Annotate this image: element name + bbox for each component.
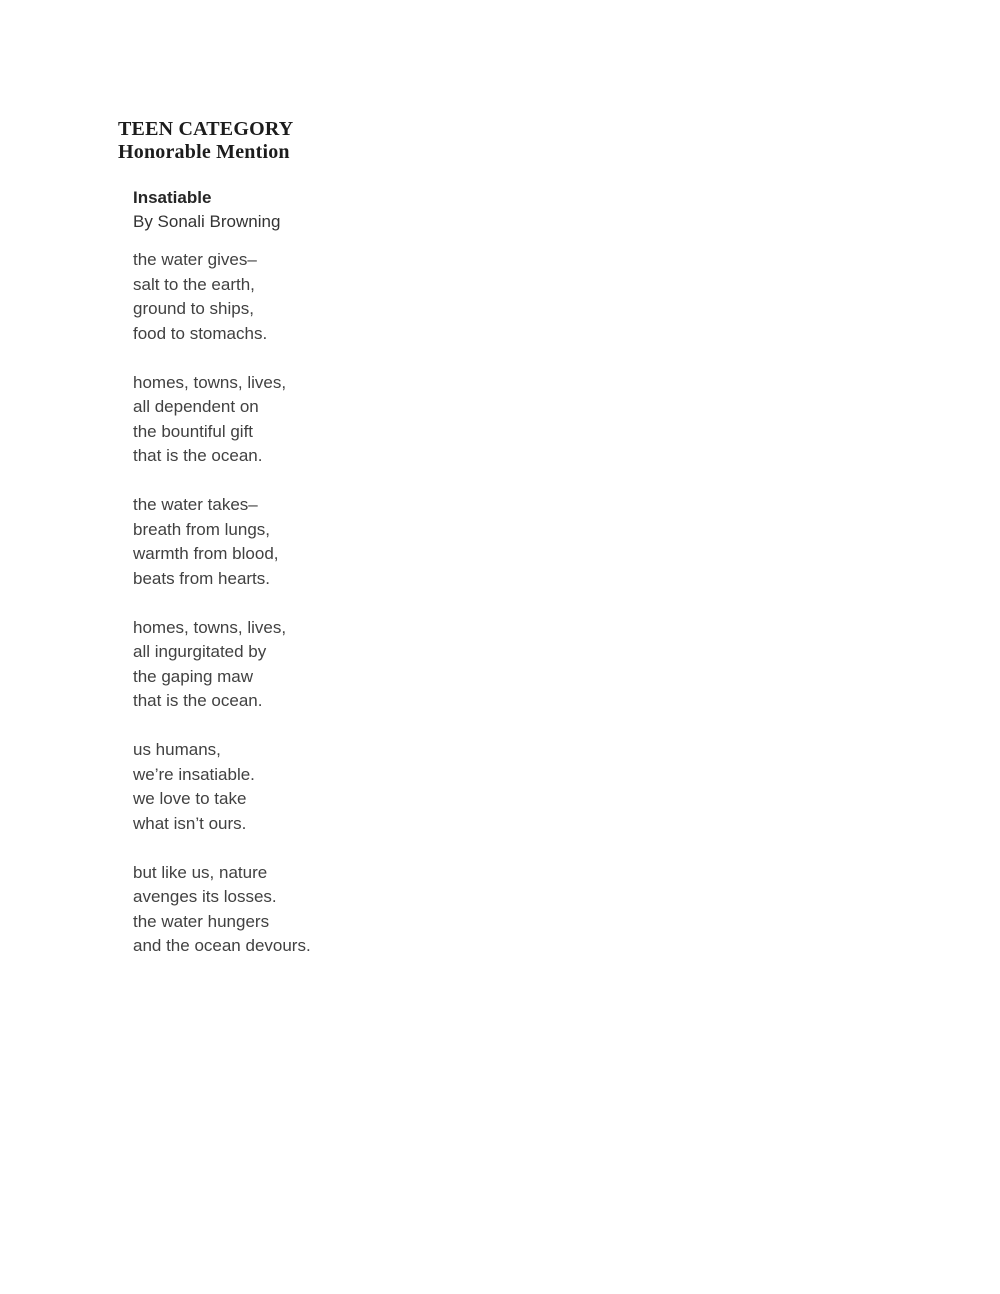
category-heading: TEEN CATEGORY [118, 118, 294, 140]
poem [133, 186, 311, 983]
poem-line: ground to ships, [133, 299, 254, 318]
poem-body [133, 248, 311, 959]
poem-line: the water takes– [133, 495, 258, 514]
stanza-3 [133, 493, 311, 591]
poem-line: beats from hearts. [133, 568, 271, 588]
poem-line: and the ocean devours. [133, 936, 311, 955]
poem-line: what isn’t ours. [133, 813, 247, 833]
poem-line: the water gives– [133, 250, 257, 269]
stanza-6 [133, 861, 311, 959]
poem-line: warmth from blood, [133, 544, 279, 563]
stanza-4 [133, 616, 311, 714]
poem-line: all ingurgitated by [133, 642, 267, 661]
poem-title: Insatiable [133, 188, 212, 207]
poem-line: the gaping maw [133, 666, 254, 686]
poem-line: us humans, [133, 740, 221, 759]
poem-line: all dependent on [133, 397, 259, 416]
poem-line: that is the ocean. [133, 691, 263, 710]
stanza-1 [133, 248, 311, 346]
poem-line: that is the ocean. [133, 446, 263, 465]
poem-line: avenges its losses. [133, 887, 277, 906]
poem-byline: By Sonali Browning [133, 212, 281, 231]
poem-line: the bountiful gift [133, 421, 254, 441]
stanza-5 [133, 738, 311, 836]
poem-line: homes, towns, lives, [133, 372, 287, 392]
poem-line: we’re insatiable. [133, 764, 255, 784]
poem-line: salt to the earth, [133, 274, 255, 294]
stanza-2 [133, 371, 311, 469]
poem-line: breath from lungs, [133, 519, 271, 539]
poem-line: food to stomachs. [133, 323, 268, 343]
poem-line: the water hungers [133, 911, 270, 931]
award-heading: Honorable Mention [118, 141, 290, 163]
poem-line: but like us, nature [133, 862, 268, 882]
page-header [118, 118, 293, 164]
poem-line: we love to take [133, 789, 247, 808]
poem-line: homes, towns, lives, [133, 617, 287, 637]
